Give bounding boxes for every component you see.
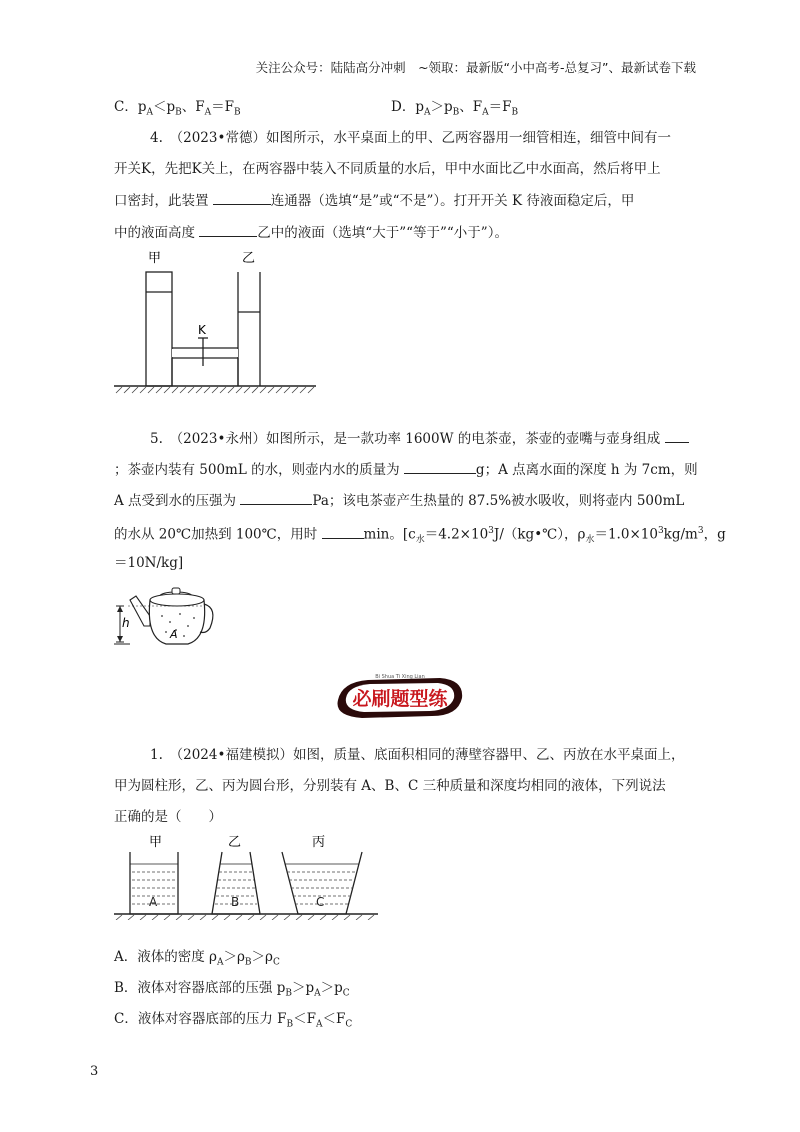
q1-figure-containers bbox=[112, 830, 382, 920]
page-number: 3 bbox=[90, 1064, 99, 1079]
q4-figure-connected-vessels bbox=[110, 248, 320, 398]
q1-option-a[interactable]: A．液体的密度 $\rho_A>\rho_B>\rho_C$ bbox=[114, 949, 280, 968]
option-c-prev: C．$p_A<p_B$、$F_A=F_B$ bbox=[114, 99, 241, 118]
q4-table-hatch bbox=[116, 387, 314, 393]
q1-option-c[interactable]: C．液体对容器底部的压力 $F_B<F_A<F_C$ bbox=[114, 1011, 353, 1030]
q5-line1: 5. （2023•永州）如图所示，是一款功率 1600W 的电茶壶，茶壶的壶嘴与壶身组成 bbox=[150, 428, 689, 449]
q4-fig-label-k: K bbox=[198, 323, 206, 337]
q1-fig-label-bing: 丙 bbox=[312, 835, 326, 850]
q5-blank-4[interactable] bbox=[322, 524, 364, 539]
q5-blank-2[interactable] bbox=[404, 459, 476, 474]
q1-line2: 甲为圆柱形，乙、丙为圆台形，分别装有 A、B、C 三种质量和深度均相同的液体，下列说法 bbox=[114, 778, 666, 794]
q5-line5: ＝10N/kg] bbox=[114, 555, 184, 571]
q1-line3: 正确的是（ ） bbox=[114, 809, 222, 825]
q4-blank-1[interactable] bbox=[213, 190, 271, 205]
banner-title: 必刷题型练 bbox=[352, 688, 448, 710]
q5-line2: ；茶壶内装有 500mL 的水，则壶内水的质量为 g；A 点离水面的深度 h 为 7cm，则 bbox=[114, 459, 698, 480]
page-header: 关注公众号：陆陆高分冲刺 ~领取：最新版“小中高考-总复习”、最新试卷下载 bbox=[255, 60, 696, 75]
q5-fig-label-a: A bbox=[170, 628, 178, 641]
banner-small-text: Bi Shua Ti Xing Lian bbox=[375, 674, 425, 680]
q1-fig-label-a: A bbox=[149, 895, 158, 909]
q4-line3: 口密封，此装置 连通器（选填“是”或“不是”）。打开开关 K 待液面稳定后，甲 bbox=[114, 190, 634, 211]
q1-fig-label-b: B bbox=[231, 895, 240, 909]
q1-fig-label-yi: 乙 bbox=[228, 835, 242, 850]
q1-line1: 1. （2024•福建模拟）如图，质量、底面积相同的薄壁容器甲、乙、丙放在水平桌面上， bbox=[150, 747, 685, 763]
q1-table-hatch bbox=[116, 915, 374, 920]
q5-blank-3[interactable] bbox=[240, 490, 312, 505]
q4-line1: 4. （2023•常德）如图所示，水平桌面上的甲、乙两容器用一细管相连，细管中间有一 bbox=[150, 130, 671, 146]
container-bing bbox=[282, 852, 362, 914]
q4-line2: 开关K，先把K关上，在两容器中装入不同质量的水后，甲中水面比乙中水面高，然后将甲上 bbox=[114, 161, 661, 177]
q5-line3: A 点受到水的压强为 Pa；该电茶壶产生热量的 87.5%被水吸收，则将壶内 500mL bbox=[114, 490, 684, 511]
container-jia bbox=[130, 852, 178, 914]
q1-fig-label-jia: 甲 bbox=[149, 835, 163, 850]
q1-fig-label-c: C bbox=[316, 895, 325, 909]
option-d-prev: D．$p_A>p_B$、$F_A=F_B$ bbox=[391, 99, 519, 118]
q1-option-b[interactable]: B．液体对容器底部的压强 $p_B>p_A>p_C$ bbox=[114, 980, 350, 999]
q4-fig-label-yi: 乙 bbox=[242, 251, 256, 266]
q5-line4: 的水从 20℃加热到 100℃，用时 min。[$c_水=4.2\times 10^3J/(kg•℃)$，$\rho_水=1.0\times 10^3kg/m^3$，g bbox=[114, 521, 726, 550]
q5-blank-1[interactable] bbox=[665, 428, 689, 443]
q4-fig-label-jia: 甲 bbox=[148, 251, 162, 266]
q5-figure-teapot bbox=[110, 582, 220, 652]
section-banner bbox=[328, 672, 472, 722]
q4-blank-2[interactable] bbox=[199, 222, 257, 237]
container-yi bbox=[212, 852, 260, 914]
q4-line4: 中的液面高度 乙中的液面（选填“大于”“等于”“小于”）。 bbox=[114, 222, 508, 243]
q5-fig-label-h: h bbox=[122, 616, 130, 630]
